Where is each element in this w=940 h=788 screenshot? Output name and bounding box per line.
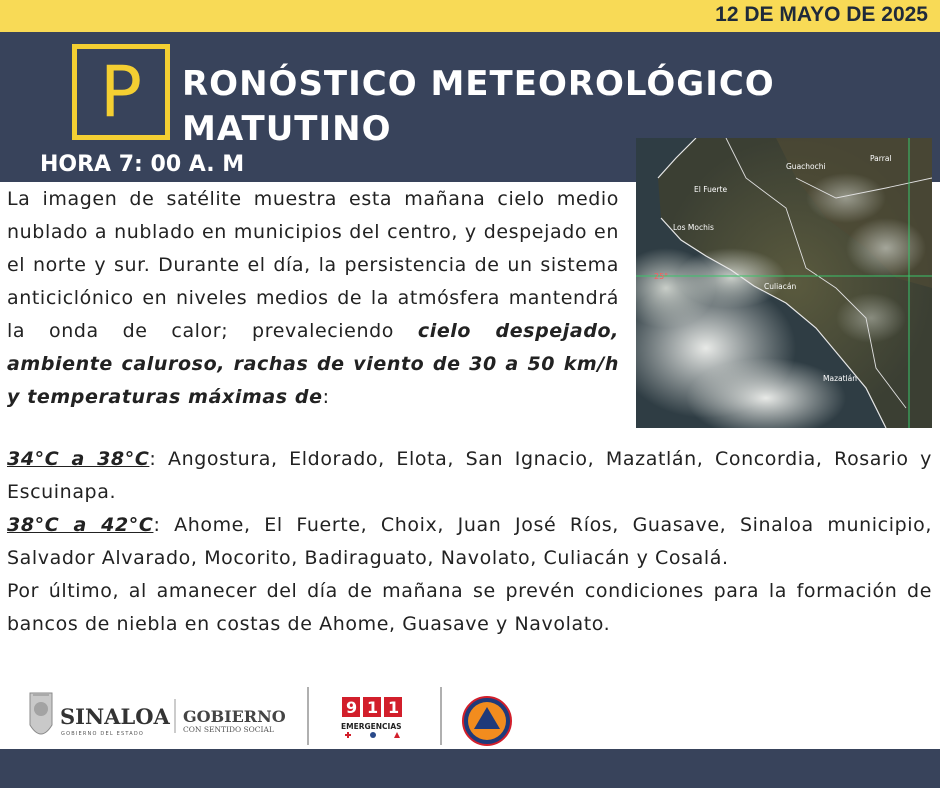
forecast-paragraph [7, 183, 619, 414]
range-item [7, 509, 932, 575]
range-municipalities: : Ahome, El Fuerte, Choix, Juan José Ríos, Guasave, Sinaloa municipio, Salvador Alvarado, Mocorito, Badiraguato, Navolato, Culiacán y Cosalá. [7, 514, 932, 569]
map-label-el-fuerte: El Fuerte [694, 185, 728, 194]
date-bar [0, 0, 940, 32]
sinaloa-logo-subtext: GOBIERNO DEL ESTADO [61, 731, 145, 737]
range-label: 38°C a 42°C [7, 514, 154, 536]
sinaloa-shield-icon [30, 693, 52, 734]
emergencias-text: EMERGENCIAS [341, 722, 402, 731]
lat-label: 25° [654, 272, 669, 281]
map-label-los-mochis: Los Mochis [673, 223, 714, 232]
map-label-culiacan: Culiacán [764, 282, 797, 291]
range-label: 34°C a 38°C [7, 448, 150, 470]
forecast-colon: : [322, 386, 330, 408]
sinaloa-logo-text: SINALOA [60, 704, 170, 729]
date-label: 12 DE MAYO DE 2025 [715, 3, 928, 26]
digit-9: 9 [346, 698, 358, 717]
bottom-bar [0, 749, 940, 788]
range-item [7, 443, 932, 509]
range-municipalities: : Angostura, Eldorado, Elota, San Ignacio, Mazatlán, Concordia, Rosario y Escuinapa. [7, 448, 932, 503]
logos-graphic [0, 685, 940, 747]
title-line-1: RONÓSTICO METEOROLÓGICO [182, 64, 775, 104]
temperature-ranges [7, 443, 932, 641]
forecast-intro: La imagen de satélite muestra esta mañana cielo medio nublado a nublado en municipios del centro, y despejado en el norte y sur. Durante el día, la persistencia de un sistema anticiclónico en niveles medios de la atmósfera mantendrá la onda de calor; prevaleciendo [7, 188, 619, 342]
satellite-map [636, 138, 932, 428]
emergency-icons [345, 732, 400, 738]
gobierno-logo-text: GOBIERNO [183, 707, 286, 726]
digit-1: 1 [367, 698, 379, 717]
map-label-parral: Parral [870, 154, 892, 163]
forecast-hour: HORA 7: 00 A. M [40, 152, 245, 177]
digit-1b: 1 [388, 698, 400, 717]
title-initial-box [72, 44, 170, 140]
civil-protection-badge-icon [463, 697, 511, 745]
map-label-guachochi: Guachochi [786, 162, 826, 171]
gobierno-logo-subtext: CON SENTIDO SOCIAL [183, 725, 274, 734]
forecast-highlight: cielo despejado, ambiente caluroso, rachas de viento de 30 a 50 km/h y temperaturas máximas de [7, 320, 619, 408]
title-initial: P [99, 51, 143, 133]
map-label-mazatlan: Mazatlán [823, 374, 857, 383]
satellite-image [636, 138, 932, 428]
title-line-2: MATUTINO [182, 109, 392, 149]
closing-paragraph: Por último, al amanecer del día de mañana se prevén condiciones para la formación de bancos de niebla en costas de Ahome, Guasave y Navolato. [7, 580, 932, 635]
logos-footer [0, 685, 940, 747]
